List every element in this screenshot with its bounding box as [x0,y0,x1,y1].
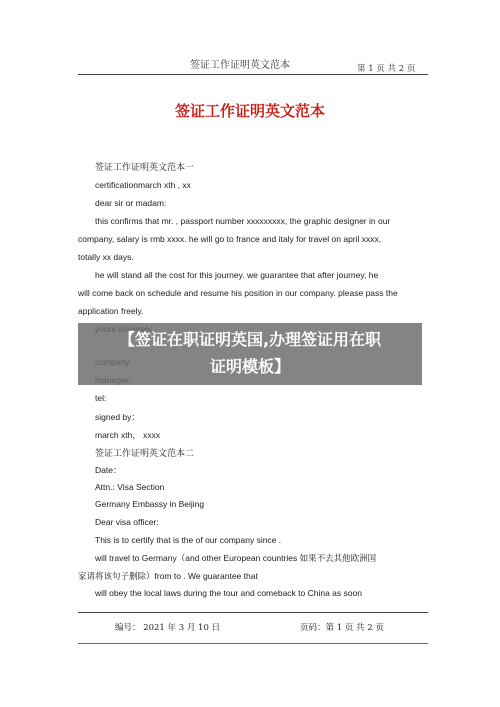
title-banner [78,326,422,380]
banner-line2: 证明模板】 [209,357,290,376]
paragraph1-line2: company, salary is rmb xxxx. he will go to france and italy for travel on april xxxx, [78,234,382,244]
signature-date-line: march xth， xxxx [95,430,161,440]
footer-divider [78,612,428,613]
footer-serial-date: 编号： 2021 年 3 月 10 日 [115,623,221,633]
paragraph2-line2: will come back on schedule and resume his position in our company. please pass the [78,288,398,298]
document-title: 签证工作证明英文范本 [174,102,325,120]
paragraph2-line3: application freely. [78,306,144,316]
signed-by-line: signed by： [95,412,140,422]
header-page-indicator: 第 1 页 共 2 页 [357,64,416,74]
date-label-line: Date： [95,465,122,475]
paragraph2-line1: he will stand all the cost for this journey. we guarantee that after journey, he [95,270,379,280]
sample2-heading: 签证工作证明英文范本二 [95,449,195,459]
sample1-heading: 签证工作证明英文范本一 [95,163,195,173]
header-divider [78,74,428,75]
salutation: dear sir or madam: [95,198,167,208]
header-doc-title: 签证工作证明英文范本 [190,60,290,71]
dear-officer-line: Dear visa officer: [95,517,159,527]
paragraph1-line3: totally xx days. [78,252,134,262]
date-line: certificationmarch xth , xx [95,180,191,190]
footer-page-number: 页码：第 1 页 共 2 页 [300,623,384,633]
certify-line: This is to certify that is the of our company since . [95,535,282,545]
banner-line1: 【签证在职证明英国,办理签证用在职 [118,330,382,349]
travel-line2: 家请将该句子删除）from to . We guarantee that [78,571,258,581]
paragraph1-line1: this confirms that mr. , passport number xxxxxxxxx, the graphic designer in our [95,216,391,226]
footer-bottom-divider [78,643,428,644]
tel-line: tel: [95,393,107,403]
embassy-line: Germany Embassy in Beijing [95,499,205,509]
obey-line: will obey the local laws during the tour and comeback to China as soon [95,588,362,598]
attn-line: Attn.: Visa Section [95,482,165,492]
travel-line1: will travel to Germany（and other European countries 如果不去其他欧洲国 [95,553,377,563]
